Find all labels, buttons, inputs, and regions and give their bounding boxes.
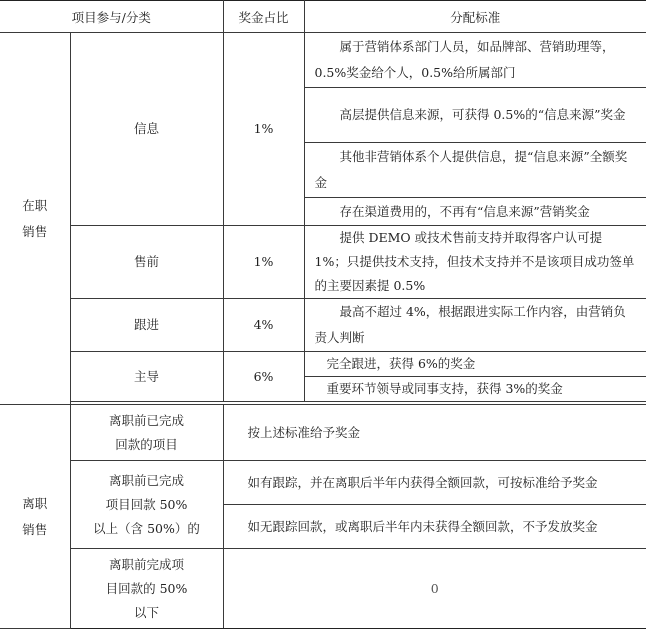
info-item: 信息 xyxy=(70,33,223,226)
presale-rule: 提供 DEMO 或技术售前支持并取得客户认可提 1%；只提供技术支持，但技术支持并不是该项目成功签单的主要因素提 0.5% xyxy=(304,226,646,299)
header-standard: 分配标准 xyxy=(304,1,646,33)
resigned-rule-1: 按上述标准给予奖金 xyxy=(223,405,646,461)
header-item: 项目参与/分类 xyxy=(0,1,223,33)
info-rule-3: 其他非营销体系个人提供信息，提“信息来源”全额奖金 xyxy=(304,143,646,198)
onjob-sales-label: 在职 销售 xyxy=(0,33,70,405)
followup-item: 跟进 xyxy=(70,299,223,352)
resigned-item-2: 离职前已完成 项目回款 50% 以上（含 50%）的 xyxy=(70,461,223,549)
info-ratio: 1% xyxy=(223,33,304,226)
info-rule-1: 属于营销体系部门人员，如品牌部、营销助理等，0.5%奖金给个人，0.5%给所属部门 xyxy=(304,33,646,88)
info-rule-2: 高层提供信息来源，可获得 0.5%的“信息来源”奖金 xyxy=(304,88,646,143)
lead-ratio: 6% xyxy=(223,352,304,402)
info-rule-4: 存在渠道费用的，不再有“信息来源”营销奖金 xyxy=(304,198,646,226)
resigned-rule-3: 0 xyxy=(223,549,646,629)
resigned-item-1: 离职前已完成 回款的项目 xyxy=(70,405,223,461)
resigned-sales-label: 离职 销售 xyxy=(0,405,70,629)
lead-rule-2: 重要环节领导或同事支持，获得 3%的奖金 xyxy=(304,377,646,402)
presale-ratio: 1% xyxy=(223,226,304,299)
presale-item: 售前 xyxy=(70,226,223,299)
followup-ratio: 4% xyxy=(223,299,304,352)
lead-item: 主导 xyxy=(70,352,223,402)
resigned-rule-2a: 如有跟踪，并在离职后半年内获得全额回款，可按标准给予奖金 xyxy=(223,461,646,505)
lead-rule-1: 完全跟进，获得 6%的奖金 xyxy=(304,352,646,377)
header-ratio: 奖金占比 xyxy=(223,1,304,33)
resigned-item-3: 离职前完成项 目回款的 50% 以下 xyxy=(70,549,223,629)
followup-rule: 最高不超过 4%，根据跟进实际工作内容，由营销负责人判断 xyxy=(304,299,646,352)
resigned-rule-2b: 如无跟踪回款，或离职后半年内未获得全额回款，不予发放奖金 xyxy=(223,505,646,549)
header-row xyxy=(0,1,646,33)
